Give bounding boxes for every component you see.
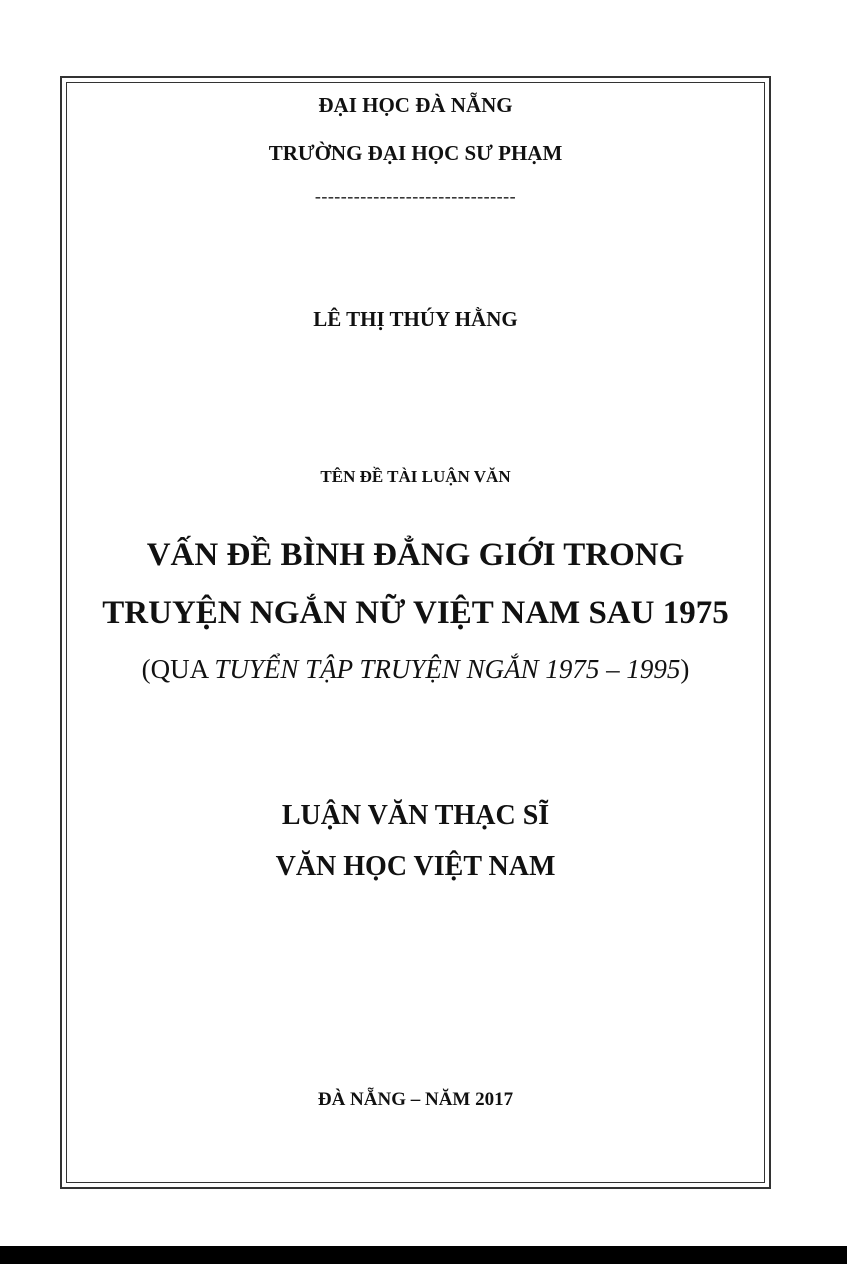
subtitle-suffix: ) — [680, 654, 690, 684]
major-name: VĂN HỌC VIỆT NAM — [275, 851, 556, 882]
header-separator: ------------------------------- — [314, 186, 517, 206]
subtitle-italic: TUYỂN TẬP TRUYỆN NGẮN 1975 – 1995 — [214, 654, 681, 684]
degree-type: LUẬN VĂN THẠC SĨ — [281, 800, 550, 831]
thesis-subtitle — [0, 654, 831, 685]
thesis-title-line-2: TRUYỆN NGẮN NỮ VIỆT NAM SAU 1975 — [102, 595, 729, 631]
thesis-title-line-1: VẤN ĐỀ BÌNH ĐẲNG GIỚI TRONG — [146, 537, 685, 573]
university-name: ĐẠI HỌC ĐÀ NẴNG — [318, 93, 513, 117]
author-name: LÊ THỊ THÚY HẰNG — [313, 307, 518, 331]
school-name: TRƯỜNG ĐẠI HỌC SƯ PHẠM — [268, 141, 563, 165]
subtitle-prefix: (QUA — [141, 654, 215, 684]
page-border-inner — [66, 82, 765, 1183]
bottom-edge-bar — [0, 1246, 847, 1264]
topic-label: TÊN ĐỀ TÀI LUẬN VĂN — [320, 467, 511, 486]
place-and-year: ĐÀ NẴNG – NĂM 2017 — [317, 1089, 514, 1110]
